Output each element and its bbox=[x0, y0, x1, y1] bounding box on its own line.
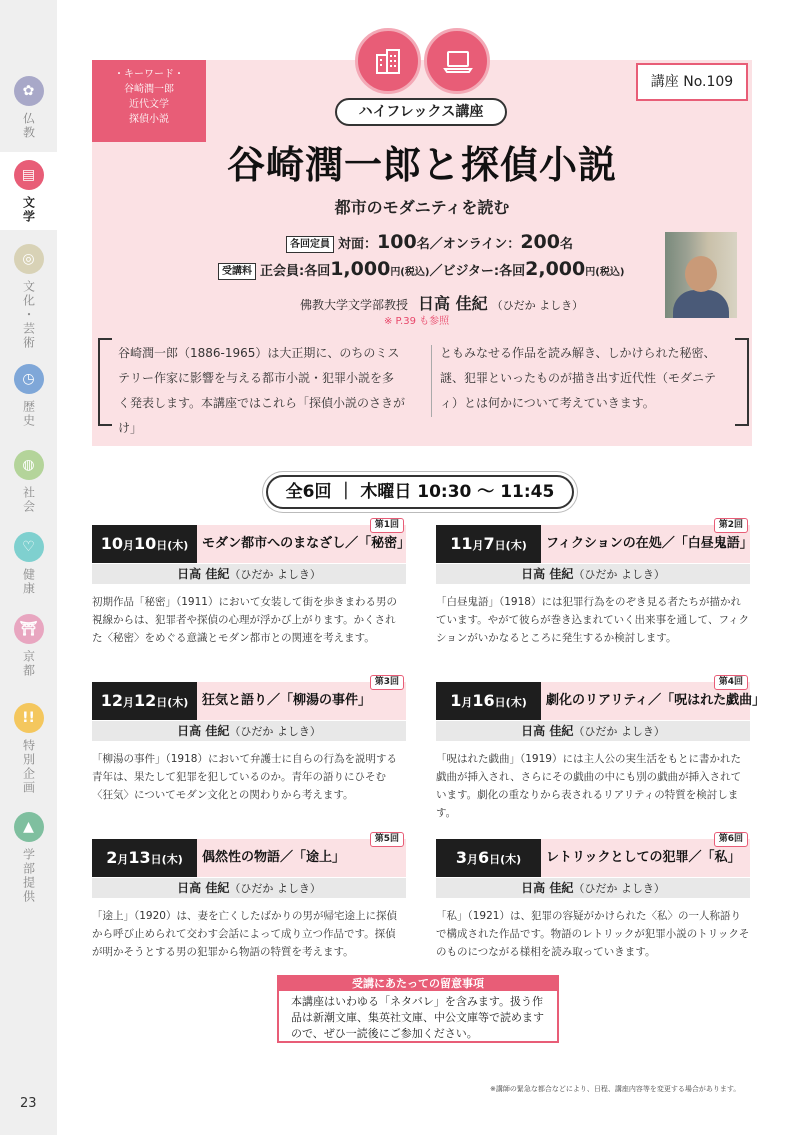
sidebar-item-history[interactable] bbox=[0, 364, 57, 434]
session-day: 13 bbox=[128, 848, 151, 867]
session-number: 第2回 bbox=[714, 518, 748, 533]
session-lecturer bbox=[92, 564, 406, 584]
session-lecturer-name: 日高 佳紀 bbox=[177, 881, 230, 895]
session-lecturer-name: 日高 佳紀 bbox=[521, 881, 574, 895]
session-number: 第5回 bbox=[370, 832, 404, 847]
heart-icon: ♡ bbox=[14, 532, 44, 562]
session-weekday: (木) bbox=[505, 539, 527, 552]
session-lecturer bbox=[92, 721, 406, 741]
keyword-box bbox=[92, 60, 206, 142]
session-date: 12月12日(木) bbox=[92, 682, 197, 720]
session-number: 第6回 bbox=[714, 832, 748, 847]
fee-row bbox=[218, 258, 624, 280]
session-lecturer-reading: （ひだか よしき） bbox=[229, 882, 321, 895]
session-lecturer-name: 日高 佳紀 bbox=[521, 567, 574, 581]
session-weekday: (木) bbox=[167, 696, 189, 709]
session-weekday: (木) bbox=[505, 696, 527, 709]
book-icon: ▤ bbox=[14, 160, 44, 190]
session-title: モダン都市へのまなざし／「秘密」 bbox=[202, 536, 411, 551]
fee-visitor: 2,000 bbox=[525, 258, 586, 280]
sidebar-item-label: 健康 bbox=[21, 568, 36, 596]
sidebar-item-kyoto[interactable] bbox=[0, 614, 57, 684]
capacity-text: 対面： bbox=[338, 237, 378, 252]
fee-text: 正会員:各回 bbox=[260, 264, 331, 279]
session-date: 3月6日(木) bbox=[436, 839, 541, 877]
session-lecturer-reading: （ひだか よしき） bbox=[573, 725, 665, 738]
page-number: 23 bbox=[20, 1096, 37, 1111]
keyword: 近代文学 bbox=[129, 99, 169, 110]
exclamation-icon: !! bbox=[14, 703, 44, 733]
session-lecturer bbox=[436, 564, 750, 584]
session-weekday: (木) bbox=[161, 853, 183, 866]
globe-icon: ◍ bbox=[14, 450, 44, 480]
description-left: 谷崎潤一郎（1886-1965）は大正期に、のちのミステリー作家に影響を与える都市小説・犯罪小説を多く発表します。本講座ではこれら「探偵小説のさきがけ」 bbox=[118, 346, 406, 435]
session-lecturer-name: 日高 佳紀 bbox=[521, 724, 574, 738]
description-right: ともみなせる作品を読み解き、しかけられた秘密、謎、犯罪といったものが描き出す近代性（モダニティ）とは何かについて考えていきます。 bbox=[440, 346, 717, 410]
art-icon: ◎ bbox=[14, 244, 44, 274]
session-date: 10月10日(木) bbox=[92, 525, 197, 563]
fee-member: 1,000 bbox=[330, 258, 391, 280]
session-lecturer bbox=[436, 878, 750, 898]
fee-text: ／ビジター:各回 bbox=[429, 264, 526, 279]
keyword: 探偵小説 bbox=[129, 114, 169, 125]
session-lecturer-name: 日高 佳紀 bbox=[177, 567, 230, 581]
reference-note: ※ P.39 も参照 bbox=[384, 316, 450, 327]
session-lecturer bbox=[436, 721, 750, 741]
page-subtitle: 都市のモダニティを読む bbox=[334, 198, 510, 217]
hyflex-badge: ハイフレックス講座 bbox=[335, 98, 507, 126]
capacity-text: 名 bbox=[559, 237, 573, 252]
session-lecturer-reading: （ひだか よしき） bbox=[229, 725, 321, 738]
notice-title: 受講にあたっての留意事項 bbox=[279, 977, 557, 991]
session-lecturer-reading: （ひだか よしき） bbox=[229, 568, 321, 581]
session-month: 3 bbox=[455, 848, 467, 867]
course-description bbox=[118, 341, 730, 435]
keyword: 谷崎潤一郎 bbox=[124, 84, 174, 95]
session-description: 「呪はれた戯曲」（1919）には主人公の実生活をもとに書かれた戯曲が挿入され、さらにその戯曲の中にも別の戯曲が挿入されています。劇化の重なりから表されるリアリティの特質を検討します。 bbox=[436, 753, 742, 819]
capacity-row bbox=[286, 231, 573, 253]
sidebar-item-special[interactable] bbox=[0, 703, 57, 803]
session-description: 初期作品「秘密」（1911）において女装して街を歩きまわる男の視線からは、犯罪者や探偵の心理が浮かび上がります。かくされた〈秘密〉をめぐる意識とモダン都市との関連を考えます。 bbox=[92, 596, 397, 644]
mortarboard-icon: ▲ bbox=[14, 812, 44, 842]
capacity-online: 200 bbox=[520, 231, 560, 253]
sidebar-item-society[interactable] bbox=[0, 450, 57, 520]
footnote: ※講師の緊急な都合などにより、日程、講座内容等を変更する場合があります。 bbox=[490, 1085, 741, 1093]
sidebar-item-faculty[interactable] bbox=[0, 812, 57, 912]
divider bbox=[431, 345, 432, 417]
session-description: 「柳湯の事件」（1918）において弁護士に自らの行為を説明する青年は、果たして犯罪を犯しているのか。青年の語りにひそむ〈狂気〉についてモダン文化との関わりから考えます。 bbox=[92, 753, 397, 801]
sidebar-item-label: 特別企画 bbox=[21, 739, 36, 795]
building-icon bbox=[355, 28, 421, 94]
capacity-text: 名／オンライン： bbox=[416, 237, 521, 252]
lecturer-photo bbox=[665, 232, 737, 318]
session-description: 「私」（1921）は、犯罪の容疑がかけられた〈私〉の一人称語りで構成された作品です。物語のレトリックが犯罪小説のトリックそのものにつながる様相を読み取っていきます。 bbox=[436, 910, 750, 958]
sidebar-item-label: 文学 bbox=[21, 196, 36, 224]
notice-box bbox=[277, 975, 559, 1043]
capacity-in-person: 100 bbox=[377, 231, 417, 253]
session-number: 第4回 bbox=[714, 675, 748, 690]
fee-unit: 円(税込) bbox=[585, 267, 625, 278]
session-lecturer bbox=[92, 878, 406, 898]
category-sidebar bbox=[0, 0, 57, 1135]
lotus-icon: ✿ bbox=[14, 76, 44, 106]
session-month: 11 bbox=[450, 534, 473, 553]
fee-tag: 受講料 bbox=[218, 263, 256, 280]
session-month: 2 bbox=[106, 848, 118, 867]
notice-body: 本講座はいわゆる「ネタバレ」を含みます。扱う作品は新潮文庫、集英社文庫、中公文庫等で読めますので、ぜひ一読後にご参加ください。 bbox=[291, 995, 544, 1040]
session-title: レトリックとしての犯罪／「私」 bbox=[546, 850, 741, 865]
session-lecturer-reading: （ひだか よしき） bbox=[573, 568, 665, 581]
session-weekday: (木) bbox=[167, 539, 189, 552]
lecturer-info bbox=[300, 291, 583, 314]
sidebar-item-label: 歴史 bbox=[21, 400, 36, 428]
sidebar-item-label: 学部提供 bbox=[21, 848, 36, 904]
bracket-right bbox=[735, 338, 749, 426]
keyword-label: ・キーワード・ bbox=[114, 69, 184, 80]
lecturer-affiliation: 佛教大学文学部教授 bbox=[300, 298, 409, 312]
sidebar-item-literature[interactable] bbox=[0, 152, 57, 230]
session-day: 6 bbox=[477, 848, 490, 867]
page-title: 谷崎潤一郎と探偵小説 bbox=[226, 143, 617, 187]
session-month: 12 bbox=[100, 691, 123, 710]
sidebar-item-buddhism[interactable] bbox=[0, 76, 57, 146]
sidebar-item-label: 文化・芸術 bbox=[21, 280, 36, 350]
capacity-tag: 各回定員 bbox=[286, 236, 334, 253]
session-lecturer-reading: （ひだか よしき） bbox=[573, 882, 665, 895]
session-title: 劇化のリアリティ／「呪はれた戯曲」 bbox=[546, 693, 766, 708]
session-month: 1 bbox=[450, 691, 462, 710]
schedule-summary: 全6回 ｜ 木曜日 10:30 ～ 11:45 bbox=[266, 475, 574, 509]
session-title: 偶然性の物語／「途上」 bbox=[202, 850, 346, 865]
session-description: 「白昼鬼語」（1918）には犯罪行為をのぞき見る者たちが描かれています。やがて彼らが巻き込まれていく出来事を通して、フィクションがいかなるところに発生するか検討します。 bbox=[436, 596, 750, 644]
session-day: 16 bbox=[472, 691, 495, 710]
sidebar-item-label: 京都 bbox=[21, 650, 36, 678]
session-day: 7 bbox=[483, 534, 495, 553]
session-lecturer-name: 日高 佳紀 bbox=[177, 724, 230, 738]
fee-unit: 円(税込) bbox=[390, 267, 430, 278]
laptop-icon bbox=[424, 28, 490, 94]
lecturer-name: 日高 佳紀 bbox=[418, 294, 488, 313]
lecturer-reading: （ひだか よしき） bbox=[491, 299, 584, 312]
session-day: 10 bbox=[133, 534, 157, 553]
session-month: 10 bbox=[100, 534, 123, 553]
course-number: 講座 No.109 bbox=[636, 63, 748, 101]
session-title: 狂気と語り／「柳湯の事件」 bbox=[202, 693, 372, 708]
session-number: 第3回 bbox=[370, 675, 404, 690]
sidebar-item-label: 社会 bbox=[21, 486, 36, 514]
clock-icon: ◷ bbox=[14, 364, 44, 394]
sidebar-item-health[interactable] bbox=[0, 532, 57, 602]
session-number: 第1回 bbox=[370, 518, 404, 533]
sidebar-item-culture-art[interactable] bbox=[0, 244, 57, 354]
session-description: 「途上」（1920）は、妻を亡くしたばかりの男が帰宅途上に探偵から呼び止められて交わす会話によって成り立つ作品です。探偵が明かそうとする男の犯罪から物語の特質を考えます。 bbox=[92, 910, 397, 958]
session-weekday: (木) bbox=[500, 853, 522, 866]
session-day: 12 bbox=[133, 691, 157, 710]
torii-icon: ⛩ bbox=[14, 614, 44, 644]
bracket-left bbox=[98, 338, 112, 426]
session-date: 11月7日(木) bbox=[436, 525, 541, 563]
session-date: 2月13日(木) bbox=[92, 839, 197, 877]
session-date: 1月16日(木) bbox=[436, 682, 541, 720]
session-title: フィクションの在処／「白昼鬼語」 bbox=[546, 536, 753, 551]
sidebar-item-label: 仏教 bbox=[21, 112, 36, 140]
